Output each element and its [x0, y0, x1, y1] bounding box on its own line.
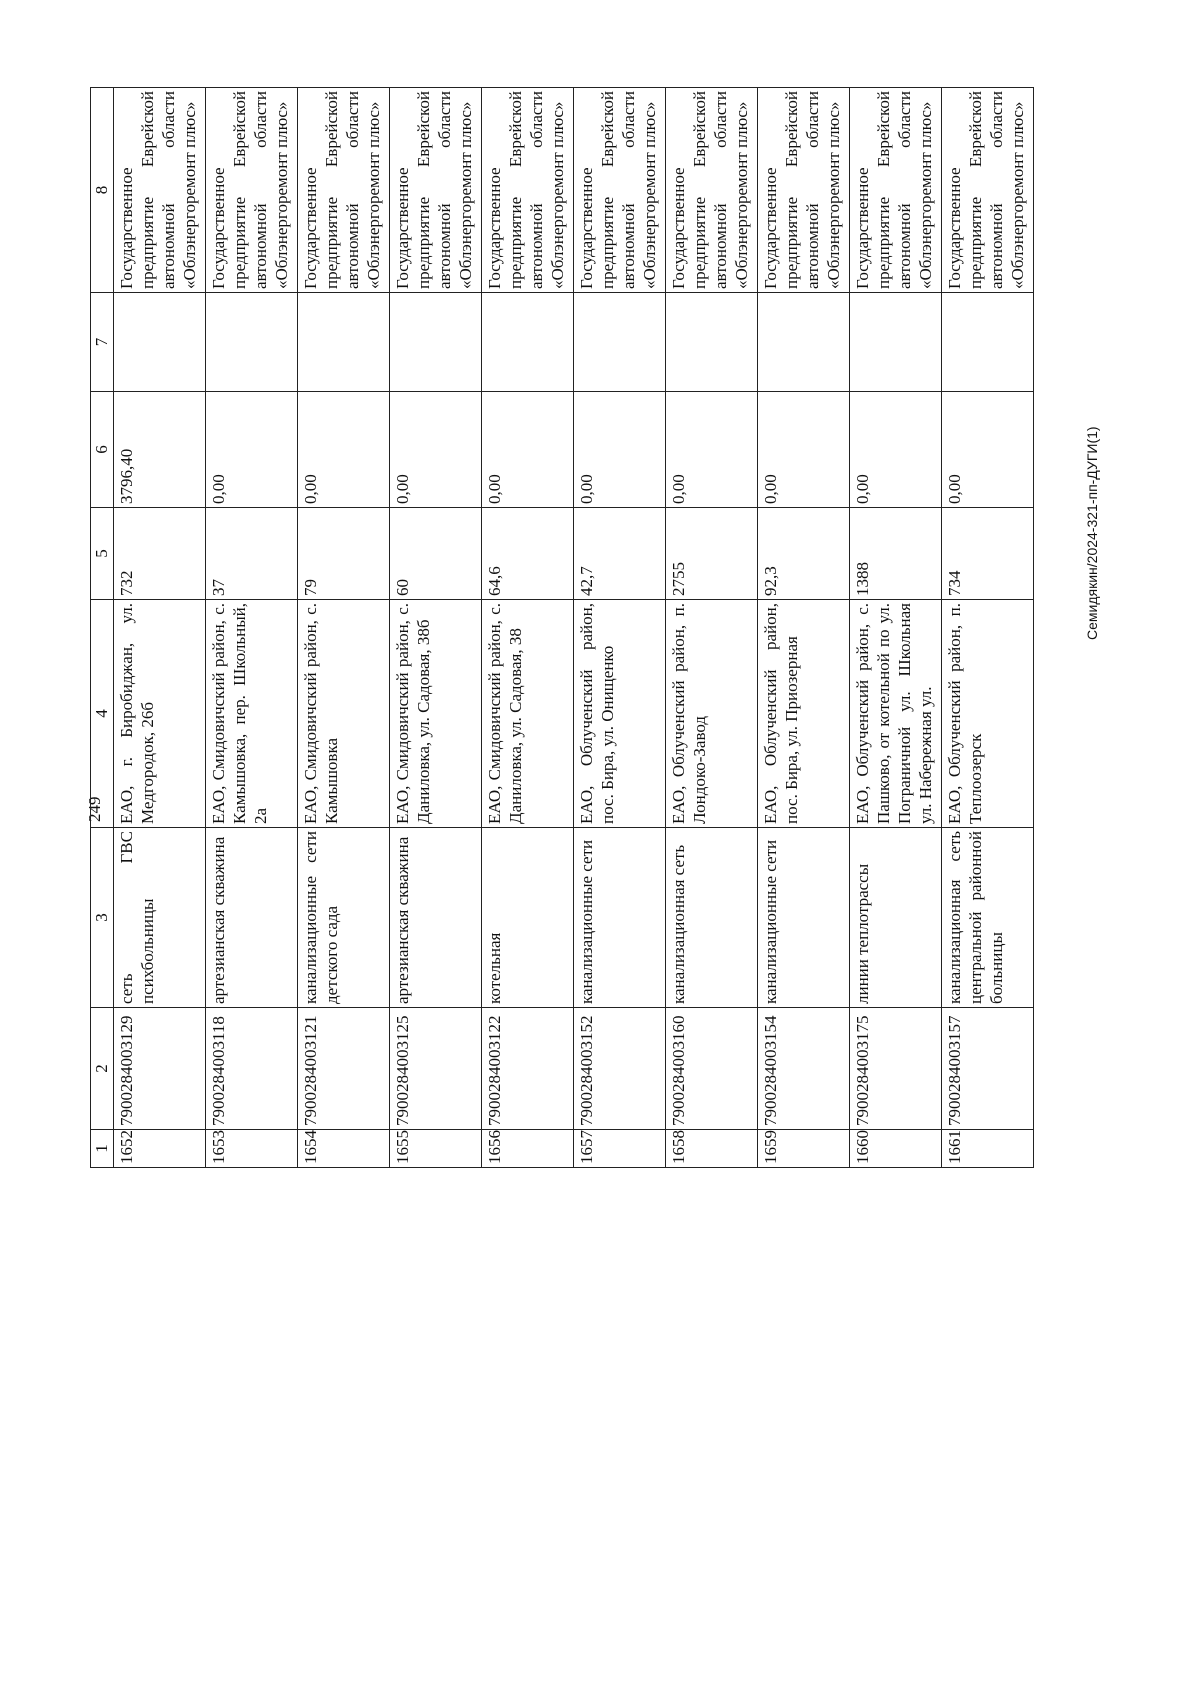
object-name: канализационные сети детского сада [298, 828, 390, 1008]
object-name: артезианская скважина [390, 828, 482, 1008]
object-name: канализационная сеть [666, 828, 758, 1008]
object-value: 0,00 [666, 392, 758, 508]
table-header-row [91, 88, 114, 1168]
owner-name: Государственное предприятие Еврейской автономной области «Облэнергоремонт плюс» [758, 88, 850, 293]
object-address: ЕАО, Смидовичский район, с. Даниловка, ул. Садовая, 38 [482, 600, 574, 828]
header-col-8: 8 [91, 88, 114, 293]
table-row [114, 88, 206, 1168]
object-address: ЕАО, Облученский район, п. Лондоко-Завод [666, 600, 758, 828]
object-name: канализационная сеть центральной районной больницы [942, 828, 1034, 1008]
page-number: 249 [85, 796, 104, 822]
object-address: ЕАО, Облученский район, пос. Бира, ул. Приозерная [758, 600, 850, 828]
owner-name: Государственное предприятие Еврейской автономной области «Облэнергоремонт плюс» [114, 88, 206, 293]
column-7-value [482, 293, 574, 392]
table-row [482, 88, 574, 1168]
owner-name: Государственное предприятие Еврейской автономной области «Облэнергоремонт плюс» [482, 88, 574, 293]
table-body [114, 88, 1034, 1168]
row-number: 1657 [574, 1130, 666, 1168]
table-row [942, 88, 1034, 1168]
object-value: 0,00 [390, 392, 482, 508]
object-length: 732 [114, 508, 206, 600]
row-number: 1654 [298, 1130, 390, 1168]
cadastral-code: 7900284003122 [482, 1008, 574, 1130]
row-number: 1661 [942, 1130, 1034, 1168]
cadastral-code: 7900284003154 [758, 1008, 850, 1130]
object-length: 1388 [850, 508, 942, 600]
row-number: 1655 [390, 1130, 482, 1168]
object-address: ЕАО, Смидовичский район, с. Даниловка, ул. Садовая, 38б [390, 600, 482, 828]
cadastral-code: 7900284003152 [574, 1008, 666, 1130]
object-value: 3796,40 [114, 392, 206, 508]
object-value: 0,00 [574, 392, 666, 508]
owner-name: Государственное предприятие Еврейской автономной области «Облэнергоремонт плюс» [298, 88, 390, 293]
header-col-4: 4 [91, 600, 114, 828]
rotated-page-content [90, 88, 1090, 1168]
object-address: ЕАО, Облученский район, п. Теплоозерск [942, 600, 1034, 828]
cadastral-code: 7900284003160 [666, 1008, 758, 1130]
object-value: 0,00 [482, 392, 574, 508]
column-7-value [114, 293, 206, 392]
header-col-2: 2 [91, 1008, 114, 1130]
document-footer: Семидякин/2024-321-пп-ДУГИ(1) [1084, 426, 1100, 640]
object-name: канализационные сети [758, 828, 850, 1008]
owner-name: Государственное предприятие Еврейской автономной области «Облэнергоремонт плюс» [574, 88, 666, 293]
table-row [390, 88, 482, 1168]
owner-name: Государственное предприятие Еврейской автономной области «Облэнергоремонт плюс» [390, 88, 482, 293]
row-number: 1660 [850, 1130, 942, 1168]
column-7-value [298, 293, 390, 392]
header-col-7: 7 [91, 293, 114, 392]
column-7-value [206, 293, 298, 392]
cadastral-code: 7900284003125 [390, 1008, 482, 1130]
table-row [298, 88, 390, 1168]
row-number: 1652 [114, 1130, 206, 1168]
header-col-1: 1 [91, 1130, 114, 1168]
column-7-value [758, 293, 850, 392]
property-register-table [90, 87, 1034, 1168]
object-length: 734 [942, 508, 1034, 600]
object-address: ЕАО, Облученский район, пос. Бира, ул. Онищенко [574, 600, 666, 828]
table-row [574, 88, 666, 1168]
object-value: 0,00 [850, 392, 942, 508]
object-value: 0,00 [942, 392, 1034, 508]
table-row [758, 88, 850, 1168]
cadastral-code: 7900284003129 [114, 1008, 206, 1130]
row-number: 1653 [206, 1130, 298, 1168]
object-length: 60 [390, 508, 482, 600]
cadastral-code: 7900284003157 [942, 1008, 1034, 1130]
column-7-value [390, 293, 482, 392]
column-7-value [574, 293, 666, 392]
row-number: 1656 [482, 1130, 574, 1168]
object-length: 64,6 [482, 508, 574, 600]
column-7-value [942, 293, 1034, 392]
object-address: ЕАО, Смидовичский район, с. Камышовка, пер. Школьный, 2а [206, 600, 298, 828]
column-7-value [666, 293, 758, 392]
object-name: канализационные сети [574, 828, 666, 1008]
header-col-3: 3 [91, 828, 114, 1008]
object-value: 0,00 [758, 392, 850, 508]
object-length: 37 [206, 508, 298, 600]
row-number: 1659 [758, 1130, 850, 1168]
object-name: артезианская скважина [206, 828, 298, 1008]
object-address: ЕАО, Смидовичский район, с. Камышовка [298, 600, 390, 828]
owner-name: Государственное предприятие Еврейской автономной области «Облэнергоремонт плюс» [850, 88, 942, 293]
object-address: ЕАО, Облученский район, с. Пашково, от котельной по ул. Пограничной ул. Школьная ул. Набережная ул. [850, 600, 942, 828]
object-value: 0,00 [206, 392, 298, 508]
column-7-value [850, 293, 942, 392]
owner-name: Государственное предприятие Еврейской автономной области «Облэнергоремонт плюс» [666, 88, 758, 293]
object-length: 42,7 [574, 508, 666, 600]
object-value: 0,00 [298, 392, 390, 508]
owner-name: Государственное предприятие Еврейской автономной области «Облэнергоремонт плюс» [942, 88, 1034, 293]
object-name: котельная [482, 828, 574, 1008]
header-col-5: 5 [91, 508, 114, 600]
object-name: линии теплотрассы [850, 828, 942, 1008]
cadastral-code: 7900284003175 [850, 1008, 942, 1130]
object-length: 2755 [666, 508, 758, 600]
object-name: сеть ГВС психбольницы [114, 828, 206, 1008]
table-row [850, 88, 942, 1168]
table-row [206, 88, 298, 1168]
table-row [666, 88, 758, 1168]
cadastral-code: 7900284003121 [298, 1008, 390, 1130]
object-address: ЕАО, г. Биробиджан, ул. Медгородок, 26б [114, 600, 206, 828]
object-length: 92,3 [758, 508, 850, 600]
cadastral-code: 7900284003118 [206, 1008, 298, 1130]
object-length: 79 [298, 508, 390, 600]
row-number: 1658 [666, 1130, 758, 1168]
header-col-6: 6 [91, 392, 114, 508]
owner-name: Государственное предприятие Еврейской автономной области «Облэнергоремонт плюс» [206, 88, 298, 293]
